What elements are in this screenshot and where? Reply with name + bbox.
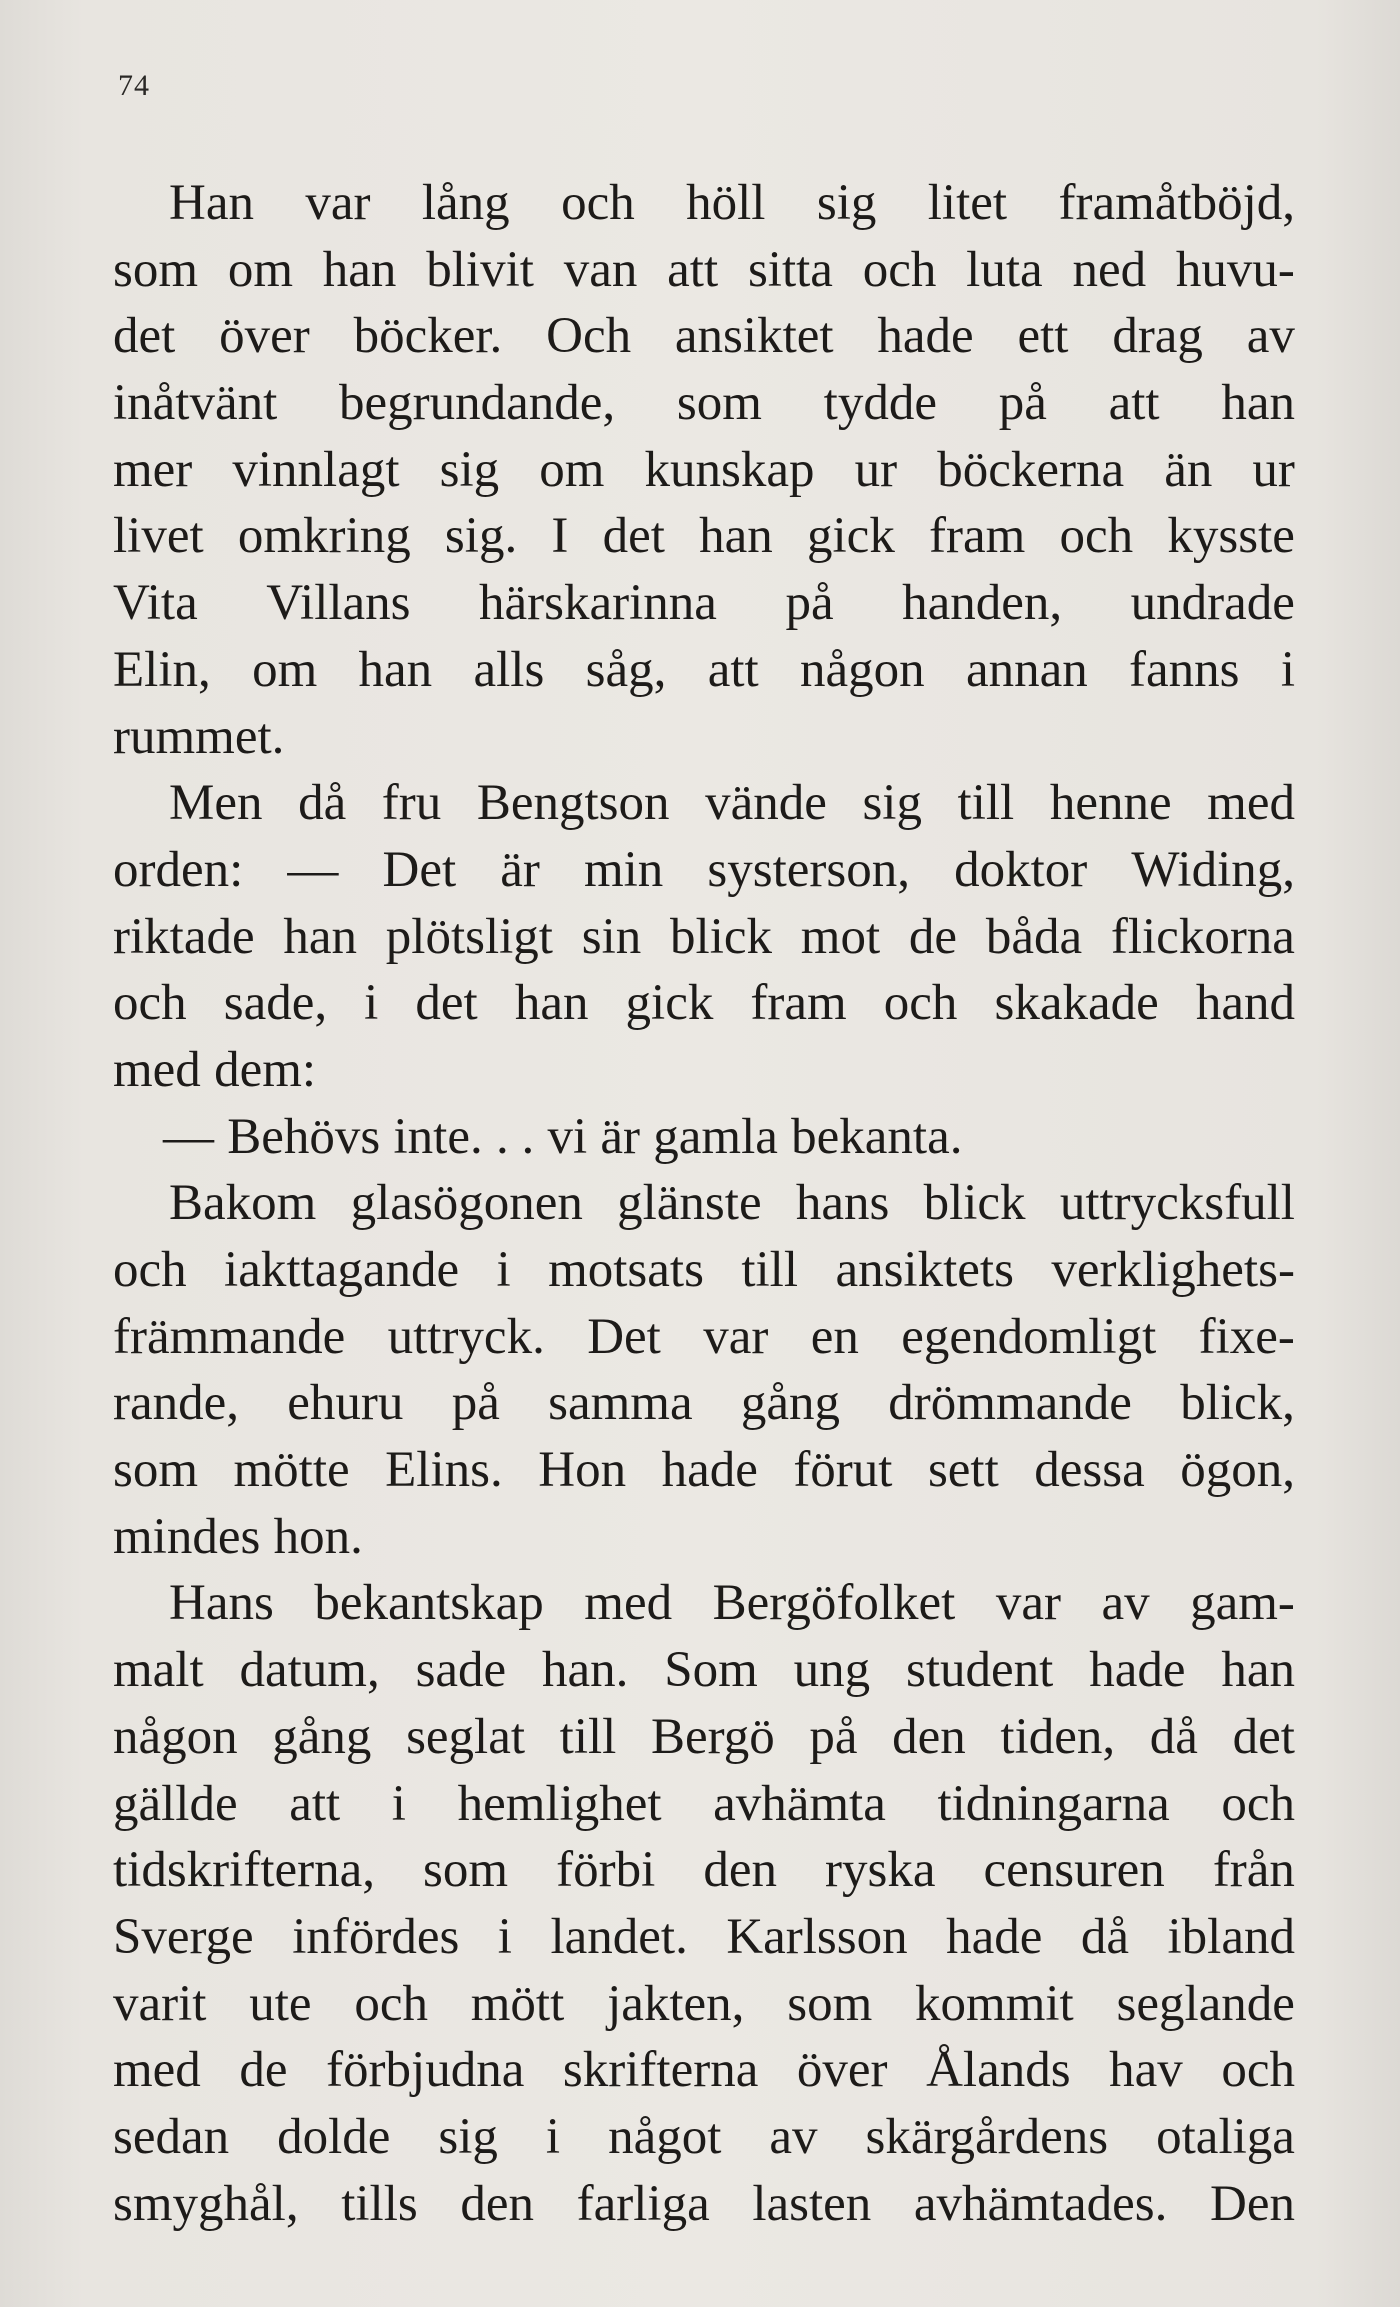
text-line [113, 1237, 1295, 1304]
word: om [539, 441, 605, 498]
word: van [563, 241, 638, 298]
text-line [113, 1771, 1295, 1838]
word: bekanta. [791, 1108, 963, 1165]
word: tydde [823, 375, 937, 432]
word: i [364, 975, 379, 1032]
word: han [358, 641, 433, 698]
word: främmande [113, 1308, 346, 1365]
word: riktade [113, 908, 255, 965]
word: Ålands [926, 2042, 1071, 2099]
word: otaliga [1156, 2108, 1295, 2165]
word: smyghål, [113, 2175, 299, 2232]
word: var [703, 1308, 769, 1365]
word: tidskrifterna, [113, 1842, 375, 1899]
word: dolde [277, 2108, 391, 2165]
text-line [113, 370, 1295, 437]
word: höll [686, 175, 766, 231]
word: Elins. [385, 1442, 503, 1499]
word: det [113, 308, 176, 365]
text-line [113, 437, 1295, 504]
word: det [602, 508, 665, 565]
word: härskarinna [479, 575, 717, 632]
word: med [113, 1041, 201, 1098]
word: framåtböjd, [1058, 175, 1295, 231]
text-line [113, 1504, 1295, 1571]
text-line [113, 2104, 1295, 2171]
text-line [113, 904, 1295, 971]
word: Bergöfolket [712, 1575, 956, 1632]
word: hade [877, 308, 974, 365]
word: Det [382, 841, 457, 898]
word: Och [546, 308, 632, 365]
word: och [1059, 508, 1134, 565]
word: sig. [444, 508, 518, 565]
word: huvu- [1175, 241, 1295, 298]
word: Behövs [227, 1108, 381, 1165]
word: sedan [113, 2108, 230, 2165]
word: dem: [214, 1041, 317, 1098]
word: böcker. [353, 308, 503, 365]
word: Sverge [113, 1908, 254, 1965]
text-line [113, 1170, 1295, 1237]
word: bekantskap [314, 1575, 544, 1632]
word: Elin, [113, 641, 211, 698]
word: glasögonen [350, 1175, 583, 1232]
word: vinnlagt [232, 441, 400, 498]
word: fram [750, 975, 847, 1032]
word: sade [415, 1642, 507, 1699]
word: hemlighet [457, 1775, 662, 1832]
word: verklighets- [1051, 1242, 1295, 1298]
word: Bengtson [476, 775, 670, 832]
word: Vita [113, 575, 198, 632]
word: då [1080, 1908, 1130, 1965]
word: över [796, 2042, 888, 2099]
word: i [391, 1775, 406, 1832]
word: som [787, 1975, 873, 2032]
word: han [514, 975, 589, 1032]
text-line [113, 704, 1295, 771]
word: annan [965, 641, 1088, 698]
word: gick [807, 508, 895, 565]
word: hon. [273, 1508, 363, 1565]
word: henne [1049, 775, 1172, 832]
word: han [699, 508, 773, 565]
word: sade, [223, 975, 328, 1032]
word: sig [816, 175, 877, 231]
word: skakade [994, 975, 1159, 1032]
word: var [995, 1575, 1061, 1632]
word: gång [740, 1375, 841, 1432]
word: blivit [426, 241, 534, 298]
word: tidningarna [937, 1775, 1170, 1832]
word: — [163, 1108, 214, 1165]
word: datum, [239, 1642, 380, 1699]
word: egendomligt [901, 1308, 1157, 1365]
word: litet [927, 175, 1008, 231]
word: hand [1195, 975, 1295, 1032]
word: något [608, 2108, 722, 2165]
word: vi [547, 1108, 588, 1165]
word: någon [113, 1708, 238, 1765]
word: böckerna [937, 441, 1125, 498]
word: undrade [1130, 575, 1295, 632]
word: handen, [902, 575, 1063, 632]
word: ung [793, 1642, 871, 1699]
word: och [883, 975, 958, 1032]
word: Den [1210, 2175, 1295, 2232]
word: mött [470, 1975, 565, 2032]
word: Widing, [1131, 841, 1295, 898]
text-line [113, 237, 1295, 304]
word: hade [661, 1442, 758, 1499]
word: sig [439, 441, 500, 498]
word: hade [1089, 1642, 1186, 1699]
word: att [289, 1775, 341, 1832]
word: flickorna [1110, 908, 1295, 965]
word: kommit [915, 1975, 1074, 2032]
word: hans [795, 1175, 890, 1232]
word: att [1108, 375, 1160, 432]
word: blick [670, 908, 773, 965]
word: seglande [1116, 1975, 1295, 2032]
word: sitta [747, 241, 833, 298]
word: av [1101, 1575, 1150, 1632]
word: ned [1072, 241, 1147, 298]
text-line [113, 170, 1295, 237]
word: fanns [1129, 641, 1240, 698]
word: vände [705, 775, 827, 832]
word: livet [113, 508, 204, 565]
word: från [1212, 1842, 1295, 1899]
word: på [998, 375, 1047, 432]
word: det [1232, 1708, 1295, 1765]
word: i [497, 1908, 512, 1965]
word: fram [929, 508, 1026, 565]
word: hav [1109, 2042, 1183, 2099]
word: hade [946, 1908, 1043, 1965]
word: av [769, 2108, 818, 2165]
word: och [1221, 1775, 1295, 1832]
word: av [1246, 308, 1295, 365]
text-line [113, 1037, 1295, 1104]
word: systerson, [707, 841, 910, 898]
word: samma [548, 1375, 693, 1432]
word: inåtvänt [113, 375, 278, 432]
text-line [113, 2171, 1295, 2238]
word: över [219, 308, 310, 365]
word: jakten, [607, 1975, 745, 2032]
word: — [287, 841, 339, 898]
word: och [862, 241, 937, 298]
word: uttrycksfull [1059, 1175, 1295, 1232]
text-line [113, 1971, 1295, 2038]
word: på [785, 575, 834, 632]
word: Villans [266, 575, 411, 632]
word: han [1221, 1642, 1295, 1699]
word: de [239, 2042, 288, 2099]
word: som [423, 1842, 509, 1899]
word: såg, [585, 641, 667, 698]
text-line [113, 1437, 1295, 1504]
word: ögon, [1180, 1442, 1295, 1499]
word: infördes [292, 1908, 460, 1965]
word: drag [1112, 308, 1203, 365]
word: är [500, 841, 540, 898]
text-line [113, 1904, 1295, 1971]
word: rande, [113, 1375, 240, 1432]
word: ute [249, 1975, 312, 2032]
word: ur [854, 441, 898, 498]
word: och [354, 1975, 428, 2032]
text-line [113, 837, 1295, 904]
word: fixe- [1198, 1308, 1295, 1365]
word: Han [169, 175, 254, 231]
word: då [1149, 1708, 1198, 1765]
word: mot [800, 908, 881, 965]
word: ansiktet [674, 308, 834, 365]
word: på [809, 1708, 858, 1765]
word: begrundande, [339, 375, 616, 432]
word: motsats [548, 1242, 704, 1298]
word: ehuru [287, 1375, 404, 1432]
word: Bakom [169, 1175, 317, 1232]
word: iakttagande [224, 1242, 460, 1298]
word: kysste [1167, 508, 1295, 565]
word: om [227, 241, 293, 298]
word: glänste [617, 1175, 762, 1232]
word: att [707, 641, 759, 698]
word: det [415, 975, 478, 1032]
word: kunskap [644, 441, 815, 498]
word: seglat [406, 1708, 526, 1765]
word: en [810, 1308, 859, 1365]
word: ansiktets [835, 1242, 1014, 1298]
text-line [113, 637, 1295, 704]
word: till [957, 775, 1015, 832]
word: han [1221, 375, 1295, 432]
word: förbi [556, 1842, 656, 1899]
text-line [113, 1104, 1295, 1171]
word: någon [799, 641, 925, 698]
text-line [113, 770, 1295, 837]
word: mötte [233, 1442, 350, 1499]
word: ur [1252, 441, 1295, 498]
word: inte. [393, 1108, 483, 1165]
word: blick [923, 1175, 1026, 1232]
word: med [1207, 775, 1295, 832]
word: i [545, 2108, 561, 2165]
word: Hon [538, 1442, 627, 1499]
text-line [113, 2037, 1295, 2104]
word: sig [862, 775, 922, 832]
word: gick [625, 975, 714, 1032]
word: och [1221, 2042, 1295, 2099]
word: med [113, 2042, 201, 2099]
word: ibland [1167, 1908, 1295, 1965]
text-line [113, 303, 1295, 370]
word: avhämtades. [913, 2175, 1168, 2232]
word: drömmande [888, 1375, 1132, 1432]
word: då [298, 775, 347, 832]
word: och [113, 1242, 187, 1298]
word: han [283, 908, 358, 965]
word: var [305, 175, 371, 231]
word: alls [473, 641, 545, 698]
word: min [583, 841, 664, 898]
word: landet. [550, 1908, 688, 1965]
word: gamla [653, 1108, 778, 1165]
text-line [113, 1304, 1295, 1371]
word: är [600, 1108, 641, 1165]
word: doktor [954, 841, 1088, 898]
word: student [906, 1642, 1054, 1699]
word: I [551, 508, 569, 565]
body-text [113, 170, 1295, 2237]
word: i [496, 1242, 511, 1298]
word: på [451, 1375, 500, 1432]
word: lång [421, 175, 510, 231]
word: orden: [113, 841, 244, 898]
word: Karlsson [726, 1908, 908, 1965]
word: Men [169, 775, 263, 832]
word: och [113, 975, 187, 1032]
word: tiden, [1000, 1708, 1116, 1765]
word: han [322, 241, 397, 298]
word: sig [438, 2108, 498, 2165]
word: båda [985, 908, 1083, 965]
word: sett [927, 1442, 999, 1499]
word: dessa [1034, 1442, 1145, 1499]
word: rummet. [113, 708, 285, 765]
word: som [676, 375, 762, 432]
word: gällde [113, 1775, 238, 1832]
word: förut [793, 1442, 893, 1499]
word: om [252, 641, 318, 698]
word: förbjudna [326, 2042, 525, 2099]
word: uttryck. [387, 1308, 545, 1365]
word: mer [113, 441, 193, 498]
word: Bergö [651, 1708, 775, 1765]
word: skärgårdens [865, 2108, 1109, 2165]
word: ryska [825, 1842, 936, 1899]
word: den [703, 1842, 777, 1899]
word: Det [587, 1308, 661, 1365]
word: de [908, 908, 958, 965]
text-line [113, 503, 1295, 570]
word: till [559, 1708, 617, 1765]
word: Hans [169, 1575, 274, 1632]
word: omkring [237, 508, 411, 565]
text-line [113, 1570, 1295, 1637]
word: till [741, 1242, 799, 1298]
word: lasten [752, 2175, 872, 2232]
word: farliga [576, 2175, 710, 2232]
word: tills [341, 2175, 418, 2232]
word: . . [495, 1108, 535, 1165]
word: gång [272, 1708, 372, 1765]
word: och [561, 175, 635, 231]
word: som [113, 1442, 199, 1499]
word: blick, [1180, 1375, 1295, 1432]
word: malt [113, 1642, 204, 1699]
word: ett [1017, 308, 1069, 365]
text-line [113, 1704, 1295, 1771]
word: luta [966, 241, 1043, 298]
word: som [113, 241, 199, 298]
word: med [584, 1575, 673, 1632]
word: den [892, 1708, 966, 1765]
text-line [113, 1370, 1295, 1437]
word: fru [381, 775, 442, 832]
word: den [460, 2175, 534, 2232]
word: i [1280, 641, 1295, 698]
word: censuren [983, 1842, 1165, 1899]
text-line [113, 1837, 1295, 1904]
word: varit [113, 1975, 207, 2032]
word: gam- [1190, 1575, 1295, 1632]
text-line [113, 570, 1295, 637]
word: Som [664, 1642, 758, 1699]
word: mindes [113, 1508, 261, 1565]
word: plötsligt [385, 908, 553, 965]
word: än [1164, 441, 1213, 498]
word: sin [581, 908, 642, 965]
text-line [113, 1637, 1295, 1704]
page-number: 74 [118, 69, 150, 102]
word: att [667, 241, 719, 298]
word: han. [542, 1642, 629, 1699]
text-line [113, 970, 1295, 1037]
word: skrifterna [562, 2042, 759, 2099]
word: avhämta [713, 1775, 886, 1832]
